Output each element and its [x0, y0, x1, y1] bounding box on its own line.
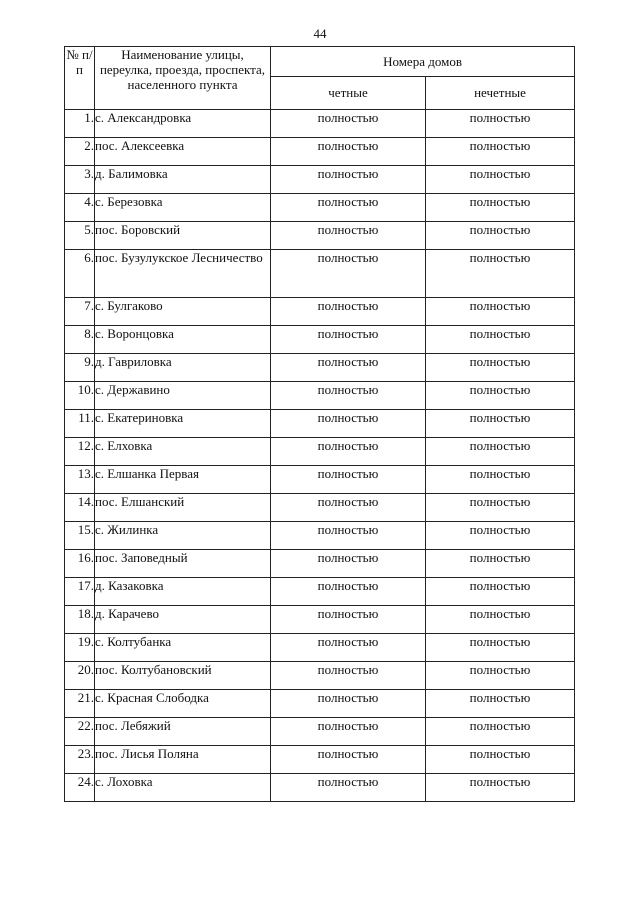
odd-numbers: полностью — [426, 194, 575, 222]
odd-numbers: полностью — [426, 578, 575, 606]
table-row — [65, 222, 575, 250]
header-even: четные — [271, 77, 426, 110]
odd-numbers: полностью — [426, 494, 575, 522]
street-name: пос. Лисья Поляна — [95, 746, 271, 774]
street-name: пос. Лебяжий — [95, 718, 271, 746]
odd-numbers: полностью — [426, 410, 575, 438]
row-number: 6. — [65, 250, 95, 298]
street-name: с. Екатериновка — [95, 410, 271, 438]
table-row — [65, 326, 575, 354]
row-number: 13. — [65, 466, 95, 494]
even-numbers: полностью — [271, 354, 426, 382]
row-number: 4. — [65, 194, 95, 222]
odd-numbers: полностью — [426, 438, 575, 466]
odd-numbers: полностью — [426, 662, 575, 690]
street-name: с. Елховка — [95, 438, 271, 466]
odd-numbers: полностью — [426, 110, 575, 138]
street-name: пос. Колтубановский — [95, 662, 271, 690]
table-row — [65, 522, 575, 550]
street-name: пос. Елшанский — [95, 494, 271, 522]
odd-numbers: полностью — [426, 522, 575, 550]
row-number: 11. — [65, 410, 95, 438]
even-numbers: полностью — [271, 690, 426, 718]
odd-numbers: полностью — [426, 774, 575, 802]
odd-numbers: полностью — [426, 222, 575, 250]
row-number: 19. — [65, 634, 95, 662]
table-row — [65, 662, 575, 690]
even-numbers: полностью — [271, 746, 426, 774]
odd-numbers: полностью — [426, 746, 575, 774]
header-street-name: Наименование улицы, переулка, проезда, проспекта, населенного пункта — [95, 47, 271, 110]
row-number: 12. — [65, 438, 95, 466]
row-number: 18. — [65, 606, 95, 634]
header-number: № п/п — [65, 47, 95, 110]
odd-numbers: полностью — [426, 690, 575, 718]
table-row — [65, 138, 575, 166]
row-number: 16. — [65, 550, 95, 578]
table-row — [65, 354, 575, 382]
row-number: 9. — [65, 354, 95, 382]
street-name: пос. Бузулукское Лесничество — [95, 250, 271, 298]
street-name: с. Красная Слободка — [95, 690, 271, 718]
even-numbers: полностью — [271, 410, 426, 438]
table-row — [65, 250, 575, 298]
street-name: с. Елшанка Первая — [95, 466, 271, 494]
odd-numbers: полностью — [426, 326, 575, 354]
row-number: 1. — [65, 110, 95, 138]
odd-numbers: полностью — [426, 466, 575, 494]
table-row — [65, 690, 575, 718]
street-name: с. Березовка — [95, 194, 271, 222]
table-row — [65, 438, 575, 466]
row-number: 15. — [65, 522, 95, 550]
street-name: д. Гавриловка — [95, 354, 271, 382]
even-numbers: полностью — [271, 718, 426, 746]
header-odd: нечетные — [426, 77, 575, 110]
row-number: 10. — [65, 382, 95, 410]
street-name: с. Державино — [95, 382, 271, 410]
table-row — [65, 550, 575, 578]
street-name: с. Воронцовка — [95, 326, 271, 354]
even-numbers: полностью — [271, 606, 426, 634]
odd-numbers: полностью — [426, 606, 575, 634]
street-name: с. Александровка — [95, 110, 271, 138]
odd-numbers: полностью — [426, 382, 575, 410]
table-row — [65, 466, 575, 494]
street-name: д. Казаковка — [95, 578, 271, 606]
even-numbers: полностью — [271, 250, 426, 298]
even-numbers: полностью — [271, 222, 426, 250]
table-row — [65, 578, 575, 606]
table-row — [65, 606, 575, 634]
table-row — [65, 718, 575, 746]
even-numbers: полностью — [271, 494, 426, 522]
even-numbers: полностью — [271, 662, 426, 690]
odd-numbers: полностью — [426, 550, 575, 578]
odd-numbers: полностью — [426, 718, 575, 746]
table-body — [65, 110, 575, 802]
odd-numbers: полностью — [426, 166, 575, 194]
table-row — [65, 298, 575, 326]
table-row — [65, 410, 575, 438]
table-row — [65, 194, 575, 222]
street-name: с. Лоховка — [95, 774, 271, 802]
row-number: 20. — [65, 662, 95, 690]
streets-table — [64, 46, 575, 802]
row-number: 14. — [65, 494, 95, 522]
street-name: пос. Алексеевка — [95, 138, 271, 166]
street-name: с. Жилинка — [95, 522, 271, 550]
odd-numbers: полностью — [426, 634, 575, 662]
even-numbers: полностью — [271, 110, 426, 138]
table-row — [65, 166, 575, 194]
row-number: 17. — [65, 578, 95, 606]
table-row — [65, 634, 575, 662]
row-number: 5. — [65, 222, 95, 250]
even-numbers: полностью — [271, 522, 426, 550]
row-number: 22. — [65, 718, 95, 746]
even-numbers: полностью — [271, 298, 426, 326]
odd-numbers: полностью — [426, 354, 575, 382]
odd-numbers: полностью — [426, 250, 575, 298]
odd-numbers: полностью — [426, 138, 575, 166]
even-numbers: полностью — [271, 138, 426, 166]
even-numbers: полностью — [271, 774, 426, 802]
row-number: 24. — [65, 774, 95, 802]
even-numbers: полностью — [271, 438, 426, 466]
row-number: 8. — [65, 326, 95, 354]
street-name: с. Колтубанка — [95, 634, 271, 662]
even-numbers: полностью — [271, 550, 426, 578]
odd-numbers: полностью — [426, 298, 575, 326]
even-numbers: полностью — [271, 194, 426, 222]
street-name: пос. Заповедный — [95, 550, 271, 578]
table-row — [65, 110, 575, 138]
page-number: 44 — [313, 26, 327, 41]
even-numbers: полностью — [271, 578, 426, 606]
table-row — [65, 494, 575, 522]
row-number: 23. — [65, 746, 95, 774]
row-number: 2. — [65, 138, 95, 166]
row-number: 3. — [65, 166, 95, 194]
street-name: д. Балимовка — [95, 166, 271, 194]
header-house-numbers: Номера домов — [271, 47, 575, 77]
row-number: 21. — [65, 690, 95, 718]
table-row — [65, 746, 575, 774]
even-numbers: полностью — [271, 634, 426, 662]
even-numbers: полностью — [271, 382, 426, 410]
street-name: д. Карачево — [95, 606, 271, 634]
row-number: 7. — [65, 298, 95, 326]
even-numbers: полностью — [271, 466, 426, 494]
street-name: пос. Боровский — [95, 222, 271, 250]
even-numbers: полностью — [271, 326, 426, 354]
table-header — [65, 47, 575, 110]
table-row — [65, 774, 575, 802]
street-name: с. Булгаково — [95, 298, 271, 326]
table-row — [65, 382, 575, 410]
even-numbers: полностью — [271, 166, 426, 194]
